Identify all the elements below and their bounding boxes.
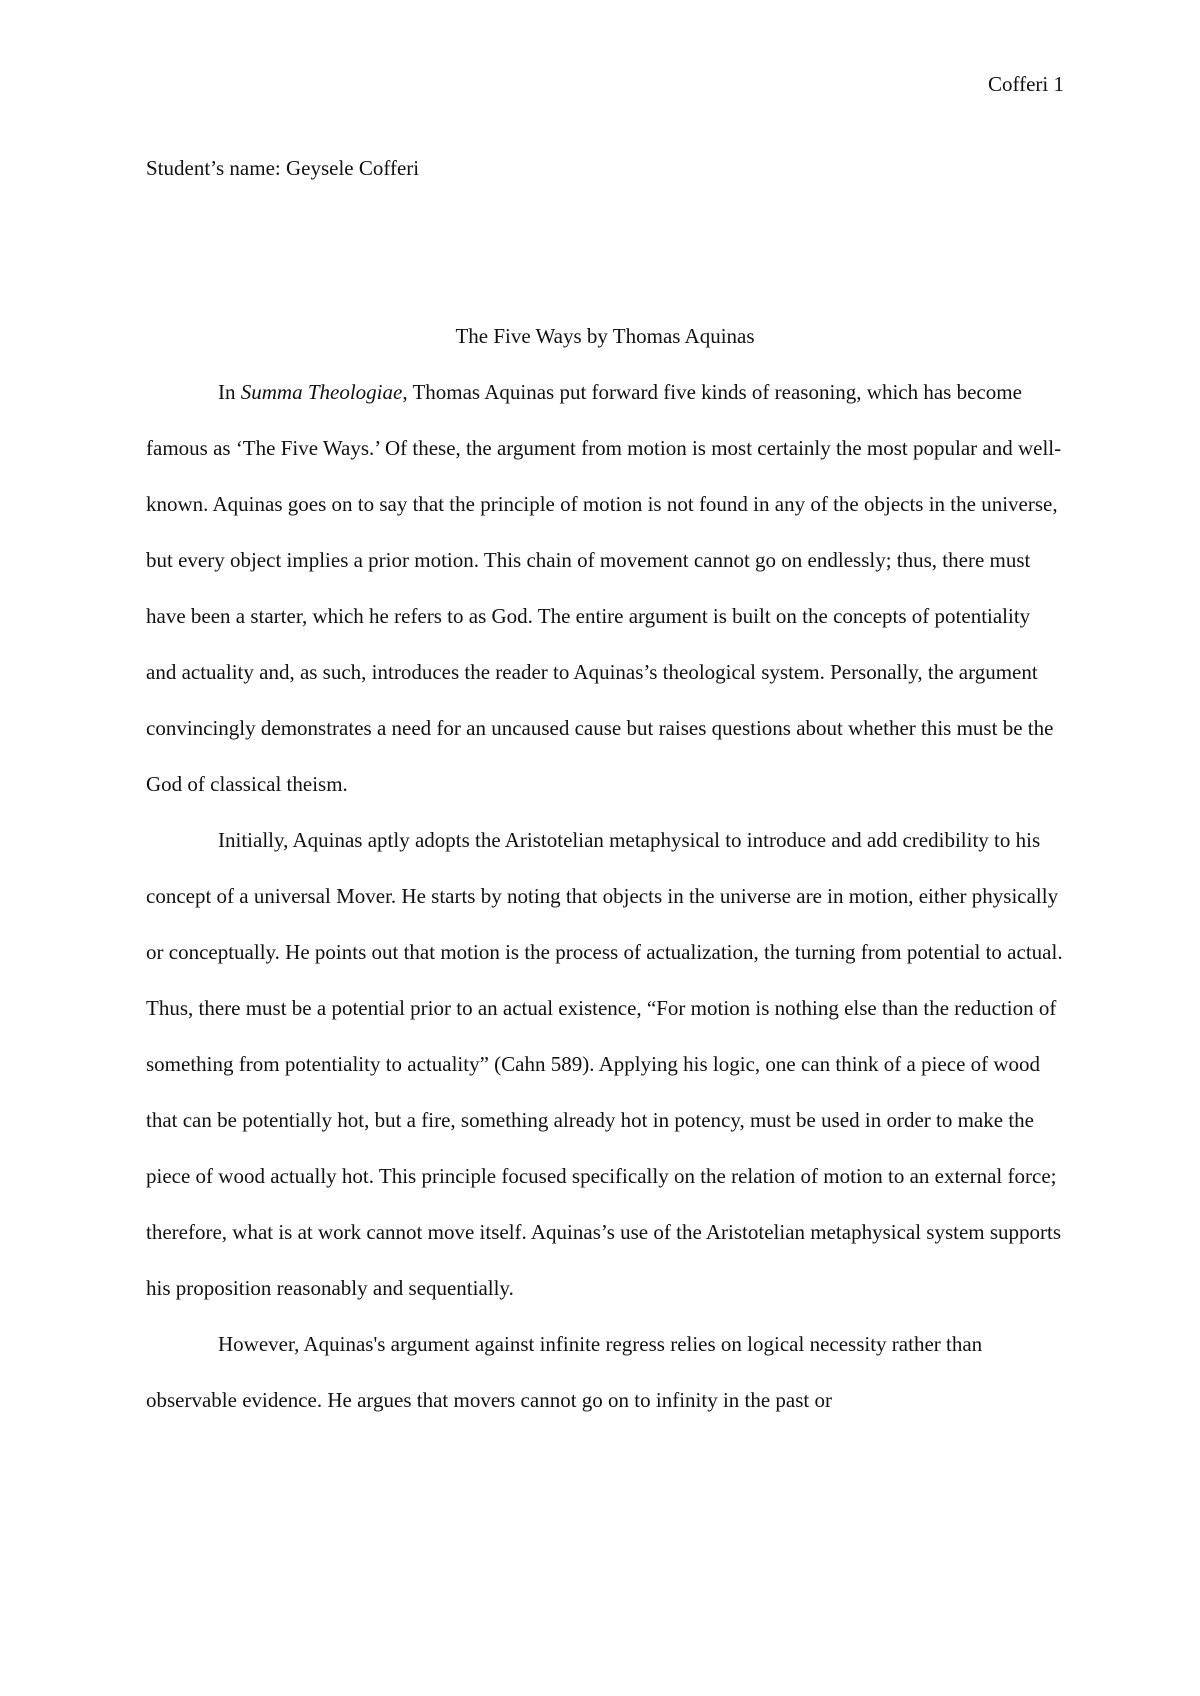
paragraph-1-text: , Thomas Aquinas put forward five kinds of reasoning, which has become famous as ‘The Five Ways.’ Of these, the argument from motion is most certainly the most popular and well-known. Aquinas goes on to say that the principle of motion is not found in any of the objects in the universe, but every object implies a prior motion. This chain of movement cannot go on endlessly; thus, there must have been a starter, which he refers to as God. The entire argument is built on the concepts of potentiality and actuality and, as such, introduces the reader to Aquinas’s theological system. Personally, the argument convincingly demonstrates a need for an uncaused cause but raises questions about whether this must be the God of classical theism. bbox=[146, 380, 1062, 796]
paragraph-1-lead: In bbox=[218, 380, 241, 404]
work-title-italic: Summa Theologiae bbox=[240, 380, 403, 404]
student-name-line: Student’s name: Geysele Cofferi bbox=[146, 156, 420, 180]
document-body bbox=[146, 140, 1064, 1428]
paragraph-3: However, Aquinas's argument against infinite regress relies on logical necessity rather than observable evidence. He argues that movers cannot go on to infinity in the past or bbox=[146, 1332, 983, 1412]
running-header: Cofferi 1 bbox=[987, 72, 1064, 96]
paragraph-2: Initially, Aquinas aptly adopts the Aristotelian metaphysical to introduce and add credibility to his concept of a universal Mover. He starts by noting that objects in the universe are in motion, either physically or conceptually. He points out that motion is the process of actualization, the turning from potential to actual. Thus, there must be a potential prior to an actual existence, “For motion is nothing else than the reduction of something from potentiality to actuality” (Cahn 589). Applying his logic, one can think of a piece of wood that can be potentially hot, but a fire, something already hot in potency, must be used in order to make the piece of wood actually hot. This principle focused specifically on the relation of motion to an external force; therefore, what is at work cannot move itself. Aquinas’s use of the Aristotelian metaphysical system supports his proposition reasonably and sequentially. bbox=[146, 828, 1063, 1300]
paragraph-1 bbox=[146, 364, 1064, 812]
document-title: The Five Ways by Thomas Aquinas bbox=[455, 324, 755, 348]
